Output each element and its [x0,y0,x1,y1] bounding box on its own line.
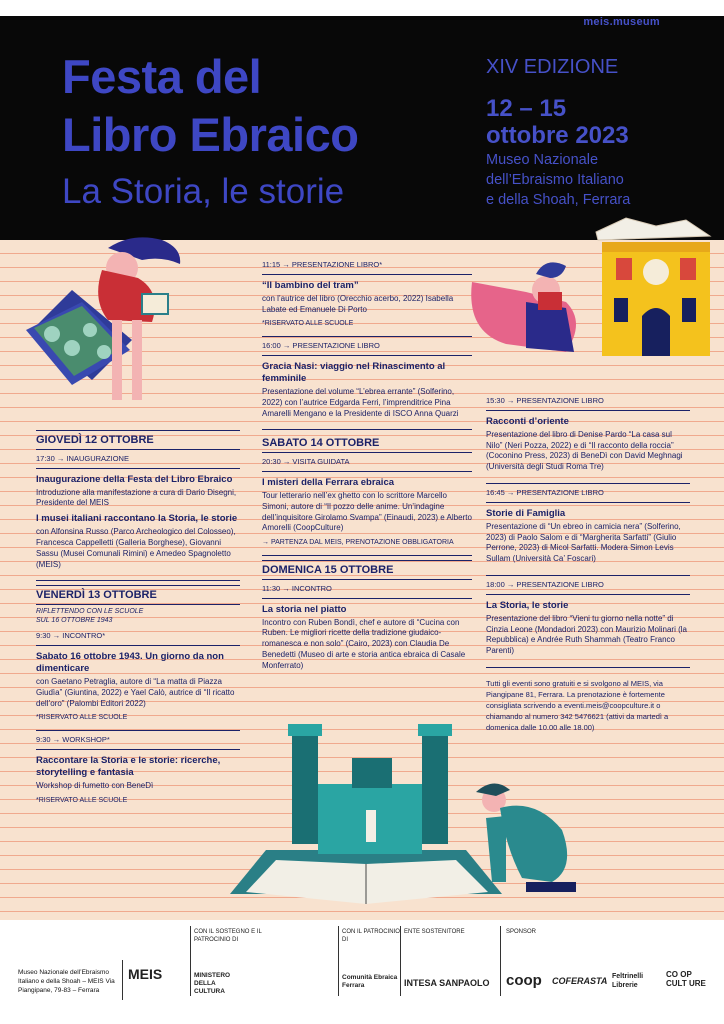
meis-logo: MEIS [128,966,163,982]
label-patrocinio: CON IL PATROCINIO DI [342,929,400,943]
museum-line-3: e della Shoah, Ferrara [486,192,631,208]
intesa-logo: INTESA SANPAOLO [404,978,490,988]
site-link[interactable]: meis.museum [583,16,660,28]
event-storia-storie [486,580,690,668]
event-title: La storia nel piatto [262,603,347,615]
event-incontro [36,631,240,731]
event-note: → PARTENZA DAL MEIS, PRENOTAZIONE OBBLIGATORIA [262,539,454,547]
museum-line-2: dell’Ebraismo Italiano [486,172,624,188]
ministero-logo: MINISTERO DELLA CULTURA [194,972,231,995]
event-misteri [262,457,472,556]
event-storia-nel-piatto [262,584,472,682]
event-bambino-del-tram [262,260,472,337]
footer-divider [190,926,191,996]
feltrinelli-logo: Feltrinelli Librerie [612,973,644,989]
title-line-1: Festa del [62,50,262,103]
event-racconti-oriente [486,396,690,484]
event-workshop [36,735,240,812]
event-title: I musei italiani raccontano la Storia, le storie [36,513,238,525]
event-description: Presentazione del volume “L’ebrea errante” (Solferino, 2022) con l’autrice Edgarda Ferri, l’imprenditrice Pina Amarelli Mengano e la Presidente di ISCO Anna Quarzi [262,386,459,418]
event-time: 20:30 → VISITA GUIDATA [262,457,472,472]
event-description: con Gaetano Petraglia, autore di “La matta di Piazza Giudìa” (Giuntina, 2022) e Yael Calò, autrice di “Il ricatto dell’oro” (Palombi Editori 2022) [36,676,235,708]
event-inaugurazione [36,454,240,582]
column-middle [262,260,472,686]
footer-divider [122,960,123,1000]
museum-name [486,150,630,210]
event-title: Storie di Famiglia [486,507,566,519]
label-sponsor: SPONSOR [506,929,537,935]
dates [486,95,629,149]
footer-divider [338,926,339,996]
day-subheading [36,607,240,625]
event-time: 9:30 → INCONTRO* [36,631,240,646]
dates-line-1: 12 – 15 [486,95,567,122]
footer-divider [500,926,501,996]
coferasta-logo: COFERASTA [552,976,608,986]
coop-logo: coop [506,972,542,989]
event-time: 16:00 → PRESENTAZIONE LIBRO [262,341,472,356]
event-title: La Storia, le storie [486,599,569,611]
event-title: Racconti d’oriente [486,415,569,427]
museum-line-1: Museo Nazionale [486,152,599,168]
event-description: Presentazione di “Un ebreo in camicia nera” (Solferino, 2023) di Paolo Salom e di “Margherita Sarfatti” (Giulio Perrone, 2023) di Micol Sarfatti. Modera Simon Levis Sullam (Università Ca’ Foscari) [486,521,681,564]
event-description: con Alfonsina Russo (Parco Archeologico del Colosseo), Francesca Cappelletti (Galleria Borghese), Giovanni Sassu (Musei Comunali Rimini) e Amedeo Spagnoletto (MEIS) [36,527,236,569]
label-support: CON IL SOSTEGNO E IL PATROCINIO DI [194,929,262,943]
event-time: 15:30 → PRESENTAZIONE LIBRO [486,396,690,411]
event-gracia-nasi [262,341,472,430]
event-note: *RISERVATO ALLE SCUOLE [36,796,128,804]
event-time: 17:30 → INAUGURAZIONE [36,454,240,469]
event-title: Sabato 16 ottobre 1943. Un giorno da non dimenticare [36,650,224,674]
edition: XIV EDIZIONE [486,56,619,78]
event-title: Gracia Nasi: viaggio nel Rinascimento al femminile [262,360,446,384]
event-description: Incontro con Ruben Bondì, chef e autore di “Cucina con Ruben. Le migliori ricette della tradizione giudaico-romanesca e non solo” (Cairo, 2023) con Claudia De Benedetti (Museo di arte e storia antica ebraica di Casale Monferrato) [262,617,466,670]
castle-book-illustration [226,714,506,914]
day-subheading-line-2: SUL 16 OTTOBRE 1943 [36,617,113,625]
day-heading-domenica: DOMENICA 15 OTTOBRE [262,560,472,580]
event-time: 18:00 → PRESENTAZIONE LIBRO [486,580,690,595]
footer-address: Museo Nazionale dell’Ebraismo Italiano e della Shoah – MEIS Via Piangipane, 79-83 – Ferrara [18,969,115,994]
event-description: Presentazione del libro “Vieni tu giorno nella notte” di Cinzia Leone (Mondadori 2023) con Maurizio Molinari (la Repubblica) e Andrée Ruth Shammah (Teatro Franco Parenti) [486,613,687,656]
title-line-2: Libro Ebraico [62,108,359,161]
event-time: 11:15 → PRESENTAZIONE LIBRO* [262,260,472,275]
subtitle: La Storia, le storie [62,172,345,211]
event-time: 11:30 → INCONTRO [262,584,472,599]
event-note: *RISERVATO ALLE SCUOLE [262,320,354,328]
event-note: *RISERVATO ALLE SCUOLE [36,714,128,722]
event-description: Introduzione alla manifestazione a cura di Dario Disegni, Presidente del MEIS [36,487,237,508]
event-description: Workshop di fumetto con BeneDì [36,780,154,790]
day-heading-venerdi: VENERDÌ 13 OTTOBRE [36,585,240,605]
comunita-logo: Comunità Ebraica Ferrara [342,974,398,989]
event-title: I misteri della Ferrara ebraica [262,476,395,488]
label-sostenitore: ENTE SOSTENITORE [404,929,465,935]
event-title: Raccontare la Storia e le storie: ricerche, storytelling e fantasia [36,754,221,778]
event-time: 9:30 → WORKSHOP* [36,735,240,750]
booking-info: Tutti gli eventi sono gratuiti e si svolgono al MEIS, via Piangipane 81, Ferrara. La prenotazione è fortemente consigliata scrivendo a eventi.meis@coopculture.it o chiamando al numero 342 5476621 (attivi da martedì a domenica dalle 10.00 alle 18.00) [486,678,669,732]
event-title: “Il bambino del tram” [262,279,359,291]
column-right [486,396,690,733]
event-description: Tour letterario nell’ex ghetto con lo scrittore Marcello Simoni, autore di “Il pozzo delle anime. Un’indagine dell’inquisitore Girolamo Svampa” (Einaudi, 2023) e Alberto Amorelli (CoopCulture) [262,490,472,533]
coopculture-logo: CO OP CULT URE [666,970,706,988]
day-heading-giovedi: GIOVEDÌ 12 OTTOBRE [36,430,240,450]
reading-woman-illustration [12,230,212,430]
day-heading-sabato: SABATO 14 OTTOBRE [262,434,472,453]
kneeling-reader-illustration [466,778,586,902]
museum-building-illustration [466,212,716,382]
event-storie-famiglia [486,488,690,576]
column-left [36,430,240,817]
event-title: Inaugurazione della Festa del Libro Ebraico [36,473,233,485]
footer-divider [400,926,401,996]
event-time: 16:45 → PRESENTAZIONE LIBRO [486,488,690,503]
day-subheading-line-1: RIFLETTENDO CON LE SCUOLE [36,608,144,616]
dates-line-2: ottobre 2023 [486,122,629,149]
event-description: Presentazione del libro di Denise Pardo “La casa sul Nilo” (Neri Pozza, 2022) e di “Il racconto della roccia” (Coconino Press, 2023) di BeneDì con David Meghnagi (Università degli Studi Roma Tre) [486,429,683,472]
event-description: con l’autrice del libro (Orecchio acerbo, 2022) Isabella Labate ed Emanuele Di Porto [262,293,454,314]
